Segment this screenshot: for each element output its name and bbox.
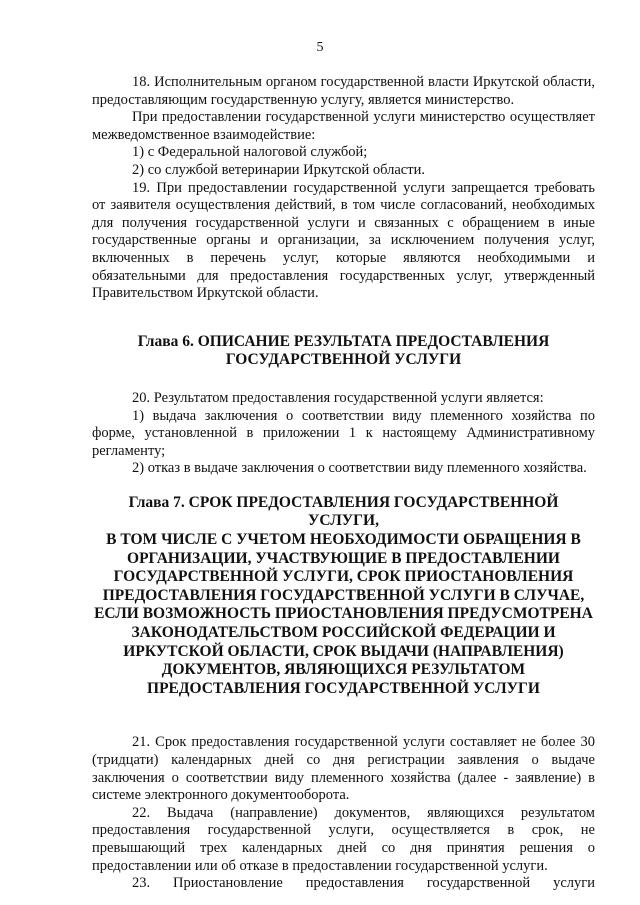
chapter-7-heading-line: ПРЕДОСТАВЛЕНИЯ ГОСУДАРСТВЕННОЙ УСЛУГИ В СЛУЧАЕ, [102,586,585,604]
chapter-7-heading-line: ПРЕДОСТАВЛЕНИЯ ГОСУДАРСТВЕННОЙ УСЛУГИ [147,679,540,697]
paragraph-19: 19. При предоставлении государственной услуги запрещается требовать от заявителя осуществления действий, в том числе согласований, необходимых для получения государственной услуги и связанных с обращением в иные государственные органы и организации, за исключением получения услуг, включенных в перечень услуг, которые являются необходимыми и обязательными для предоставления государственных услуг, утвержденный Правительством Иркутской области. [92,179,595,302]
list-item-issue-conclusion: 1) выдача заключения о соответствии виду племенного хозяйства по форме, установленной в приложении 1 к настоящему Административному регламенту; [92,407,595,459]
chapter-7-heading-line: ГОСУДАРСТВЕННОЙ УСЛУГИ, СРОК ПРИОСТАНОВЛЕНИЯ [113,568,574,586]
chapter-7-heading [92,494,595,699]
chapter-7-heading-line: ОРГАНИЗАЦИИ, УЧАСТВУЮЩИЕ В ПРЕДОСТАВЛЕНИИ [127,549,560,567]
chapter-7-heading-line: ЗАКОНОДАТЕЛЬСТВОМ РОССИЙСКОЙ ФЕДЕРАЦИИ И [131,624,556,642]
chapter-6-heading-line: Глава 6. ОПИСАНИЕ РЕЗУЛЬТАТА ПРЕДОСТАВЛЕНИЯ [137,332,550,350]
paragraph-21: 21. Срок предоставления государственной услуги составляет не более 30 (тридцати) календарных дней со дня регистрации заявления о выдаче заключения о соответствии виду племенного хозяйства (далее - заявление) в системе электронного документооборота. [92,734,595,804]
document-body [92,74,595,893]
paragraph-20: 20. Результатом предоставления государственной услуги является: [132,389,544,406]
paragraph-interaction-intro: При предоставлении государственной услуги министерство осуществляет межведомственное взаимодействие: [92,109,595,143]
paragraph-22: 22. Выдача (направление) документов, являющихся результатом предоставления государственной услуги, осуществляется в срок, не превышающий трех календарных дней со дня принятия решения о предоставлении или об отказе в предоставлении государственной услуги. [92,804,595,874]
chapter-7-heading-line: ЕСЛИ ВОЗМОЖНОСТЬ ПРИОСТАНОВЛЕНИЯ ПРЕДУСМОТРЕНА [94,605,593,623]
paragraph-23: 23. Приостановление предоставления государственной услуги [132,875,595,892]
chapter-6-heading-line: ГОСУДАРСТВЕННОЙ УСЛУГИ [225,351,462,369]
paragraph-18: 18. Исполнительным органом государственной власти Иркутской области, предоставляющим государственную услугу, является министерство. [92,74,595,108]
chapter-7-heading-line: Глава 7. СРОК ПРЕДОСТАВЛЕНИЯ ГОСУДАРСТВЕННОЙ УСЛУГИ, [128,493,559,530]
chapter-7-heading-line: В ТОМ ЧИСЛЕ С УЧЕТОМ НЕОБХОДИМОСТИ ОБРАЩЕНИЯ В [106,531,581,549]
list-item-tax-service: 1) с Федеральной налоговой службой; [132,144,368,161]
list-item-veterinary-service: 2) со службой ветеринарии Иркутской области. [132,161,425,178]
chapter-7-heading-line: ДОКУМЕНТОВ, ЯВЛЯЮЩИХСЯ РЕЗУЛЬТАТОМ [161,661,526,679]
page-number: 5 [316,40,324,55]
chapter-6-heading [92,333,595,370]
list-item-refusal: 2) отказ в выдаче заключения о соответствии виду племенного хозяйства. [132,460,587,477]
chapter-7-heading-line: ИРКУТСКОЙ ОБЛАСТИ, СРОК ВЫДАЧИ (НАПРАВЛЕНИЯ) [123,642,564,660]
